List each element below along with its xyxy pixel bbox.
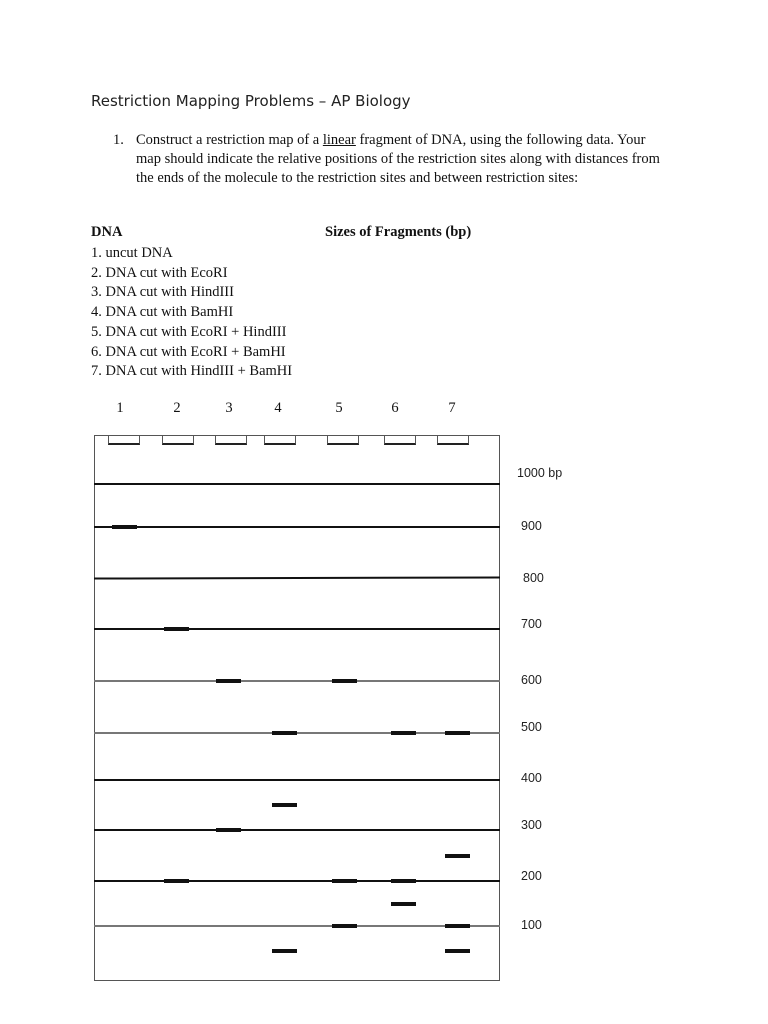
gel-band xyxy=(332,924,357,928)
lane-description: 2. DNA cut with EcoRI xyxy=(91,264,228,281)
gel-frame xyxy=(94,435,500,981)
gel-band xyxy=(445,731,470,735)
lane-number: 7 xyxy=(448,400,456,416)
marker-line-1000 xyxy=(94,483,500,485)
marker-line-900 xyxy=(94,526,500,528)
gel-band xyxy=(445,949,470,953)
marker-line-700 xyxy=(94,628,500,630)
lane-description: 6. DNA cut with EcoRI + BamHI xyxy=(91,343,286,360)
marker-label: 700 xyxy=(521,617,542,631)
gel-band xyxy=(216,828,241,832)
gel-well xyxy=(215,435,247,445)
gel-band xyxy=(391,879,416,883)
marker-label: 200 xyxy=(521,869,542,883)
lane-description-list xyxy=(91,244,292,382)
sizes-column-header: Sizes of Fragments (bp) xyxy=(325,224,472,240)
marker-label: 500 xyxy=(521,720,542,734)
gel-band xyxy=(216,679,241,683)
gel-band xyxy=(164,627,189,631)
page-title: Restriction Mapping Problems – AP Biology xyxy=(91,92,411,110)
gel-band xyxy=(272,949,297,953)
lane-number: 1 xyxy=(116,400,124,416)
gel-band xyxy=(391,731,416,735)
gel-band xyxy=(332,679,357,683)
marker-label: 100 xyxy=(521,918,542,932)
problem-1 xyxy=(113,131,673,188)
lane-number: 3 xyxy=(225,400,233,416)
marker-line-600 xyxy=(94,680,500,682)
lane-number: 6 xyxy=(391,400,399,416)
lane-description: 7. DNA cut with HindIII + BamHI xyxy=(91,363,293,380)
gel-band xyxy=(272,803,297,807)
lane-description: 1. uncut DNA xyxy=(91,245,173,261)
marker-label: 600 xyxy=(521,673,542,687)
gel-well xyxy=(437,435,469,445)
lane-description: 3. DNA cut with HindIII xyxy=(91,284,234,301)
lane-description: 4. DNA cut with BamHI xyxy=(91,304,234,321)
gel-band xyxy=(445,924,470,928)
marker-label: 1000 bp xyxy=(517,466,563,480)
lane-number: 5 xyxy=(335,400,343,416)
gel-well xyxy=(162,435,194,445)
marker-line-200 xyxy=(94,880,500,882)
gel-well xyxy=(108,435,140,445)
underlined-word: linear xyxy=(322,132,356,148)
problem-number: 1. xyxy=(113,132,124,148)
marker-line-500 xyxy=(94,732,500,734)
lane-description: 5. DNA cut with EcoRI + HindIII xyxy=(91,323,287,340)
gel-band xyxy=(332,879,357,883)
gel-band xyxy=(164,879,189,883)
marker-label: 900 xyxy=(521,519,542,533)
gel-well xyxy=(384,435,416,445)
lane-number: 2 xyxy=(173,400,181,416)
gel-band xyxy=(445,854,470,858)
gel-well xyxy=(327,435,359,445)
gel-band xyxy=(112,525,137,529)
lane-number: 4 xyxy=(274,400,282,416)
marker-label: 400 xyxy=(521,771,542,785)
gel-band xyxy=(391,902,416,906)
marker-line-300 xyxy=(94,829,500,831)
gel-band xyxy=(272,731,297,735)
marker-label: 800 xyxy=(523,571,544,585)
problem-text: Construct a restriction map of a linear fragment of DNA, using the following data. Your map should indicate the relative positions of the restriction sites along with distances from the ends of the molecule to the restriction sites and between restriction sites: xyxy=(136,132,660,186)
marker-label: 300 xyxy=(521,818,542,832)
gel-well xyxy=(264,435,296,445)
dna-column-header: DNA xyxy=(91,224,123,240)
marker-line-100 xyxy=(94,925,500,927)
marker-line-400 xyxy=(94,779,500,781)
